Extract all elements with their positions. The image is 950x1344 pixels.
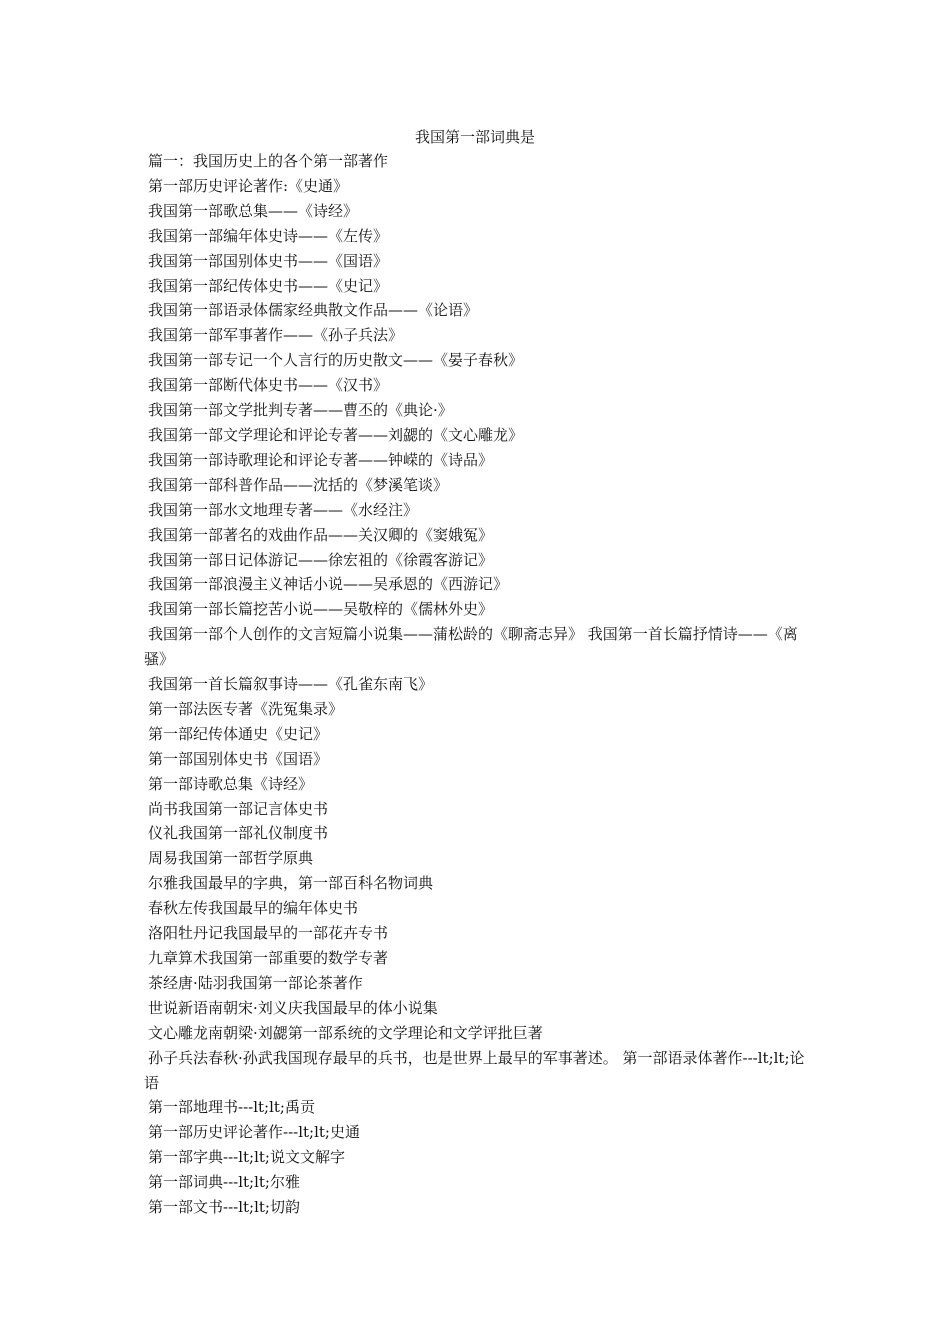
text-line: 第一部词典---lt;lt;尔雅 [148, 1173, 300, 1192]
text-line: 周易我国第一部哲学原典 [148, 849, 314, 868]
text-line: 世说新语南朝宋·刘义庆我国最早的体小说集 [148, 998, 438, 1017]
text-line: 我国第一部科普作品——沈括的《梦溪笔谈》 [148, 475, 449, 494]
text-line: 我国第一部著名的戏曲作品——关汉卿的《窦娥冤》 [148, 525, 494, 544]
text-line: 我国第一部诗歌理论和评论专著——钟嵘的《诗品》 [148, 450, 494, 469]
text-line: 第一部国别体史书《国语》 [148, 749, 329, 768]
text-line: 我国第一部军事著作——《孙子兵法》 [148, 326, 404, 345]
text-line: 洛阳牡丹记我国最早的一部花卉专书 [148, 924, 389, 943]
document-title: 我国第一部词典是 [414, 128, 535, 146]
text-line: 茶经唐·陆羽我国第一部论茶著作 [148, 973, 363, 992]
text-line: 我国第一部文学批判专著——曹丕的《典论·》 [148, 401, 453, 420]
text-line: 我国第一首长篇叙事诗——《孔雀东南飞》 [148, 675, 434, 694]
text-line: 我国第一部浪漫主义神话小说——吴承恩的《西游记》 [148, 575, 509, 594]
text-line-wrapped: 孙子兵法春秋·孙武我国现存最早的兵书，也是世界上最早的军事著述。 第一部语录体著作---lt;lt;论语 [144, 1048, 805, 1092]
text-line: 第一部诗歌总集《诗经》 [148, 774, 314, 793]
text-line: 我国第一部歌总集——《诗经》 [148, 201, 359, 220]
text-line: 第一部地理书---lt;lt;禹贡 [148, 1098, 315, 1117]
text-line: 尔雅我国最早的字典，第一部百科名物词典 [148, 874, 434, 893]
text-line: 第一部纪传体通史《史记》 [148, 724, 329, 743]
text-line-wrapped: 我国第一部个人创作的文言短篇小说集——蒲松龄的《聊斋志异》 我国第一首长篇抒情诗——《离骚》 [144, 625, 798, 669]
text-line: 第一部历史评论著作:《史通》 [148, 176, 349, 195]
text-line: 我国第一部断代体史书——《汉书》 [148, 376, 389, 395]
text-line: 仪礼我国第一部礼仪制度书 [148, 824, 329, 843]
text-line: 我国第一部水文地理专著——《水经注》 [148, 500, 419, 519]
text-line: 九章算术我国第一部重要的数学专著 [148, 949, 389, 967]
text-line: 第一部法医专著《洗冤集录》 [148, 699, 344, 718]
text-line: 尚书我国第一部记言体史书 [148, 799, 329, 818]
text-line: 第一部历史评论著作---lt;lt;史通 [148, 1123, 360, 1142]
text-line: 我国第一部编年体史诗——《左传》 [148, 226, 389, 245]
text-line: 第一部文书---lt;lt;切韵 [148, 1198, 300, 1217]
text-line: 第一部字典---lt;lt;说文文解字 [148, 1148, 345, 1167]
text-line: 我国第一部专记一个人言行的历史散文——《晏子春秋》 [148, 351, 524, 370]
heading-line: 篇一：我国历史上的各个第一部著作 [148, 152, 389, 170]
text-line: 我国第一部国别体史书——《国语》 [148, 251, 389, 270]
text-line: 我国第一部纪传体史书——《史记》 [148, 276, 389, 295]
text-line: 我国第一部长篇挖苦小说——吴敬梓的《儒林外史》 [148, 600, 494, 619]
document-body [144, 149, 814, 1220]
text-line: 我国第一部语录体儒家经典散文作品——《论语》 [148, 301, 479, 320]
text-line: 文心雕龙南朝梁·刘勰第一部系统的文学理论和文学评批巨著 [148, 1023, 543, 1042]
text-line: 我国第一部日记体游记——徐宏祖的《徐霞客游记》 [148, 550, 494, 569]
text-line: 春秋左传我国最早的编年体史书 [148, 899, 359, 918]
text-line: 我国第一部文学理论和评论专著——刘勰的《文心雕龙》 [148, 425, 524, 444]
